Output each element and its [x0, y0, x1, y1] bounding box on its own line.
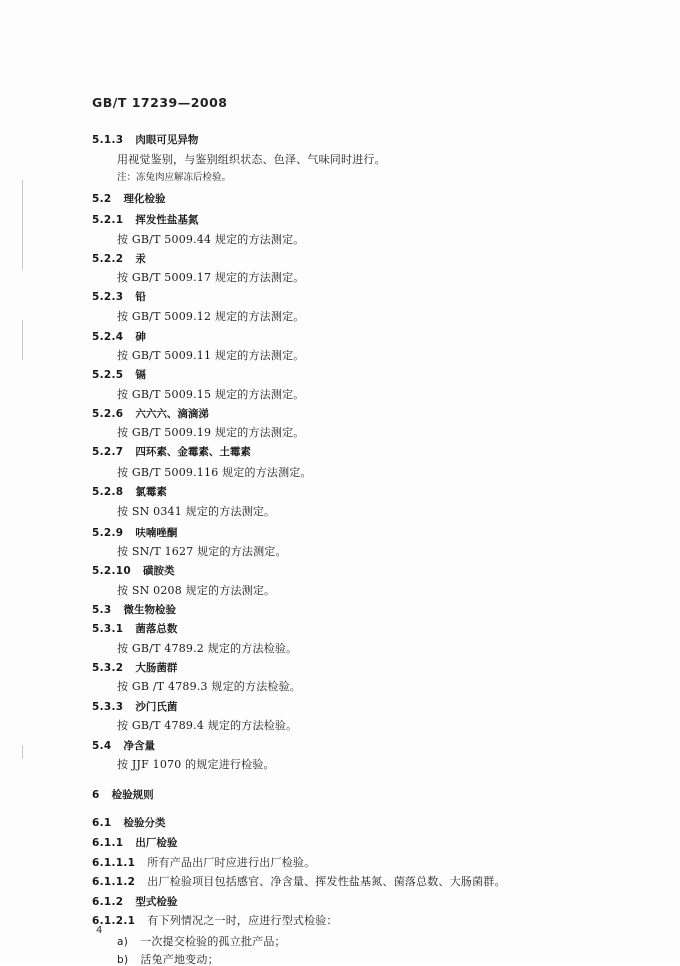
section-heading — [92, 623, 177, 635]
section-title: 菌落总数 — [135, 623, 178, 635]
clause-line — [92, 876, 506, 888]
section-title: 磺胺类 — [143, 565, 175, 577]
section-title: 理化检验 — [123, 193, 166, 205]
section-number: 5.1.3 — [92, 134, 124, 146]
clause-line — [92, 915, 338, 927]
body-text: 按 GB/T 5009.116 规定的方法测定。 — [117, 466, 312, 479]
standard-code-header: GB/T 17239—2008 — [92, 95, 228, 110]
body-text: 按 GB/T 5009.17 规定的方法测定。 — [117, 271, 305, 284]
list-marker: b) — [117, 954, 129, 966]
section-title: 微生物检验 — [123, 604, 177, 616]
clause-number: 6.1.1.2 — [92, 876, 136, 888]
body-text: 按 GB/T 5009.15 规定的方法测定。 — [117, 388, 305, 401]
section-title: 挥发性盐基氮 — [135, 214, 199, 226]
body-text: 按 GB/T 5009.12 规定的方法测定。 — [117, 310, 305, 323]
section-title: 铅 — [135, 291, 146, 303]
section-number: 5.2.1 — [92, 214, 124, 226]
section-title: 砷 — [135, 331, 146, 343]
body-text: 按 GB/T 5009.11 规定的方法测定。 — [117, 349, 305, 362]
section-heading — [92, 214, 198, 226]
section-heading — [92, 789, 154, 801]
page-number: 4 — [96, 925, 103, 936]
section-heading — [92, 486, 167, 498]
body-text: 按 GB /T 4789.3 规定的方法检验。 — [117, 680, 301, 693]
section-number: 6.1 — [92, 817, 112, 829]
section-number: 5.2.6 — [92, 408, 124, 420]
list-item-text: 活兔产地变动； — [140, 953, 219, 966]
section-number: 5.2.5 — [92, 369, 124, 381]
body-text: 按 GB/T 4789.4 规定的方法检验。 — [117, 719, 298, 732]
clause-number: 6.1.2.1 — [92, 915, 136, 927]
body-text: 按 SN 0341 规定的方法测定。 — [117, 505, 276, 518]
section-number: 5.2.8 — [92, 486, 124, 498]
body-text: 按 JJF 1070 的规定进行检验。 — [117, 758, 275, 771]
section-heading — [92, 408, 209, 420]
list-item-text: 一次提交检验的孤立批产品； — [140, 935, 286, 948]
clause-text: 有下列情况之一时，应进行型式检验： — [147, 914, 338, 927]
section-number: 5.2.9 — [92, 527, 124, 539]
section-title: 型式检验 — [135, 896, 178, 908]
section-heading — [92, 253, 146, 265]
body-text: 按 GB/T 5009.44 规定的方法测定。 — [117, 233, 305, 246]
section-title: 六六六、滴滴涕 — [135, 408, 209, 420]
scan-edge-mark — [22, 180, 23, 270]
section-title: 出厂检验 — [135, 837, 178, 849]
clause-text: 出厂检验项目包括感官、净含量、挥发性盐基氮、菌落总数、大肠菌群。 — [147, 875, 506, 888]
section-title: 沙门氏菌 — [135, 701, 178, 713]
section-number: 5.3.3 — [92, 701, 124, 713]
section-heading — [92, 369, 146, 381]
section-number: 5.3.2 — [92, 662, 124, 674]
section-heading — [92, 701, 177, 713]
scan-edge-mark — [22, 320, 23, 360]
section-title: 大肠菌群 — [135, 662, 178, 674]
section-title: 肉眼可见异物 — [135, 134, 199, 146]
clause-line — [92, 857, 315, 869]
section-number: 5.2.2 — [92, 253, 124, 265]
section-number: 6 — [92, 789, 100, 801]
section-heading — [92, 740, 155, 752]
section-title: 检验分类 — [123, 817, 166, 829]
section-title: 呋喃唑酮 — [135, 527, 178, 539]
body-text: 按 GB/T 5009.19 规定的方法测定。 — [117, 426, 305, 439]
section-heading — [92, 291, 146, 303]
body-text: 按 SN 0208 规定的方法测定。 — [117, 584, 276, 597]
clause-number: 6.1.1.1 — [92, 857, 136, 869]
list-item — [117, 936, 286, 948]
section-heading — [92, 527, 177, 539]
section-number: 5.2.7 — [92, 446, 124, 458]
section-heading — [92, 331, 146, 343]
section-heading — [92, 193, 166, 205]
section-number: 5.2.4 — [92, 331, 124, 343]
section-title: 检验规则 — [111, 789, 154, 801]
body-text: 用视觉鉴别，与鉴别组织状态、色泽、气味同时进行。 — [117, 153, 386, 166]
section-heading — [92, 817, 166, 829]
scan-edge-mark — [22, 745, 23, 759]
section-title: 四环素、金霉素、土霉素 — [135, 446, 251, 458]
section-title: 氯霉素 — [135, 486, 167, 498]
section-heading — [92, 134, 198, 146]
section-heading — [92, 446, 251, 458]
clause-text: 所有产品出厂时应进行出厂检验。 — [147, 856, 316, 869]
section-heading — [92, 604, 176, 616]
section-number: 5.3.1 — [92, 623, 124, 635]
section-heading — [92, 896, 177, 908]
section-number: 6.1.2 — [92, 896, 124, 908]
section-title: 汞 — [135, 253, 146, 265]
body-text: 按 SN/T 1627 规定的方法测定。 — [117, 545, 287, 558]
section-title: 镉 — [135, 369, 146, 381]
section-heading — [92, 565, 175, 577]
list-marker: a) — [117, 936, 129, 948]
body-text: 按 GB/T 4789.2 规定的方法检验。 — [117, 642, 298, 655]
section-number: 5.4 — [92, 740, 112, 752]
note-text: 注：冻兔肉应解冻后检验。 — [117, 172, 232, 183]
section-number: 5.2.3 — [92, 291, 124, 303]
section-heading — [92, 837, 177, 849]
section-title: 净含量 — [123, 740, 156, 752]
section-number: 6.1.1 — [92, 837, 124, 849]
section-number: 5.2.10 — [92, 565, 132, 577]
section-heading — [92, 662, 177, 674]
section-number: 5.2 — [92, 193, 112, 205]
section-number: 5.3 — [92, 604, 112, 616]
